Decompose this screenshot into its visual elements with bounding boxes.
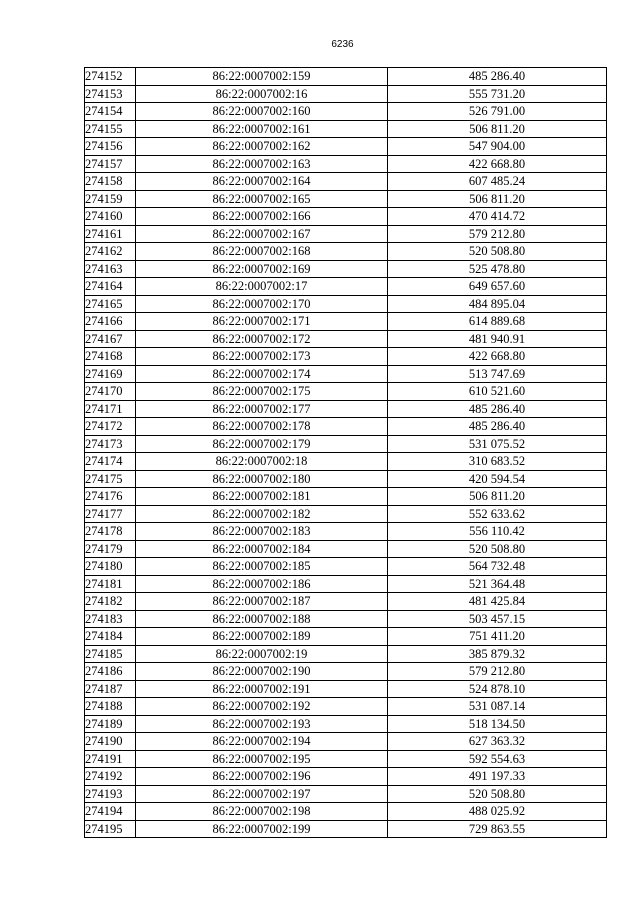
row-number-cell: 274157 bbox=[85, 155, 136, 173]
table-row bbox=[85, 523, 607, 541]
table-row bbox=[85, 575, 607, 593]
cadastral-number-cell: 86:22:0007002:174 bbox=[136, 365, 388, 383]
table-row bbox=[85, 488, 607, 506]
cadastral-value-cell: 556 110.42 bbox=[388, 523, 607, 541]
cadastral-number-cell: 86:22:0007002:159 bbox=[136, 68, 388, 86]
table-row bbox=[85, 260, 607, 278]
cadastral-value-cell: 481 425.84 bbox=[388, 593, 607, 611]
cadastral-value-cell: 491 197.33 bbox=[388, 768, 607, 786]
table-row bbox=[85, 383, 607, 401]
table-row bbox=[85, 820, 607, 838]
cadastral-value-cell: 420 594.54 bbox=[388, 470, 607, 488]
row-number-cell: 274177 bbox=[85, 505, 136, 523]
table-row bbox=[85, 435, 607, 453]
table-row bbox=[85, 278, 607, 296]
table-row bbox=[85, 138, 607, 156]
cadastral-value-cell: 521 364.48 bbox=[388, 575, 607, 593]
table-row bbox=[85, 348, 607, 366]
cadastral-value-cell: 531 075.52 bbox=[388, 435, 607, 453]
cadastral-value-cell: 526 791.00 bbox=[388, 103, 607, 121]
cadastral-value-cell: 552 633.62 bbox=[388, 505, 607, 523]
cadastral-number-cell: 86:22:0007002:178 bbox=[136, 418, 388, 436]
table-row bbox=[85, 558, 607, 576]
table-row bbox=[85, 225, 607, 243]
cadastral-value-cell: 481 940.91 bbox=[388, 330, 607, 348]
cadastral-value-cell: 488 025.92 bbox=[388, 803, 607, 821]
table-row bbox=[85, 470, 607, 488]
cadastral-number-cell: 86:22:0007002:194 bbox=[136, 733, 388, 751]
cadastral-value-cell: 614 889.68 bbox=[388, 313, 607, 331]
table-row bbox=[85, 698, 607, 716]
cadastral-value-cell: 579 212.80 bbox=[388, 663, 607, 681]
row-number-cell: 274183 bbox=[85, 610, 136, 628]
cadastral-value-cell: 627 363.32 bbox=[388, 733, 607, 751]
registry-table bbox=[84, 67, 607, 838]
cadastral-number-cell: 86:22:0007002:193 bbox=[136, 715, 388, 733]
cadastral-value-cell: 385 879.32 bbox=[388, 645, 607, 663]
table-row bbox=[85, 418, 607, 436]
page-number: 6236 bbox=[331, 39, 354, 50]
table-row bbox=[85, 365, 607, 383]
table-row bbox=[85, 85, 607, 103]
row-number-cell: 274162 bbox=[85, 243, 136, 261]
cadastral-number-cell: 86:22:0007002:181 bbox=[136, 488, 388, 506]
table-row bbox=[85, 750, 607, 768]
cadastral-value-cell: 564 732.48 bbox=[388, 558, 607, 576]
cadastral-number-cell: 86:22:0007002:19 bbox=[136, 645, 388, 663]
cadastral-value-cell: 520 508.80 bbox=[388, 540, 607, 558]
row-number-cell: 274174 bbox=[85, 453, 136, 471]
cadastral-number-cell: 86:22:0007002:165 bbox=[136, 190, 388, 208]
row-number-cell: 274168 bbox=[85, 348, 136, 366]
row-number-cell: 274175 bbox=[85, 470, 136, 488]
table-row bbox=[85, 628, 607, 646]
table-row bbox=[85, 68, 607, 86]
row-number-cell: 274185 bbox=[85, 645, 136, 663]
cadastral-value-cell: 518 134.50 bbox=[388, 715, 607, 733]
cadastral-value-cell: 513 747.69 bbox=[388, 365, 607, 383]
registry-table-body bbox=[85, 68, 607, 838]
row-number-cell: 274161 bbox=[85, 225, 136, 243]
table-row bbox=[85, 120, 607, 138]
row-number-cell: 274194 bbox=[85, 803, 136, 821]
cadastral-number-cell: 86:22:0007002:199 bbox=[136, 820, 388, 838]
cadastral-number-cell: 86:22:0007002:167 bbox=[136, 225, 388, 243]
cadastral-value-cell: 485 286.40 bbox=[388, 68, 607, 86]
table-row bbox=[85, 505, 607, 523]
cadastral-number-cell: 86:22:0007002:175 bbox=[136, 383, 388, 401]
row-number-cell: 274172 bbox=[85, 418, 136, 436]
cadastral-value-cell: 503 457.15 bbox=[388, 610, 607, 628]
cadastral-value-cell: 555 731.20 bbox=[388, 85, 607, 103]
row-number-cell: 274164 bbox=[85, 278, 136, 296]
cadastral-number-cell: 86:22:0007002:187 bbox=[136, 593, 388, 611]
table-row bbox=[85, 610, 607, 628]
cadastral-number-cell: 86:22:0007002:190 bbox=[136, 663, 388, 681]
row-number-cell: 274186 bbox=[85, 663, 136, 681]
row-number-cell: 274190 bbox=[85, 733, 136, 751]
cadastral-number-cell: 86:22:0007002:191 bbox=[136, 680, 388, 698]
table-row bbox=[85, 680, 607, 698]
row-number-cell: 274195 bbox=[85, 820, 136, 838]
cadastral-value-cell: 485 286.40 bbox=[388, 400, 607, 418]
cadastral-value-cell: 525 478.80 bbox=[388, 260, 607, 278]
cadastral-value-cell: 422 668.80 bbox=[388, 155, 607, 173]
cadastral-number-cell: 86:22:0007002:18 bbox=[136, 453, 388, 471]
table-row bbox=[85, 295, 607, 313]
cadastral-number-cell: 86:22:0007002:16 bbox=[136, 85, 388, 103]
cadastral-value-cell: 422 668.80 bbox=[388, 348, 607, 366]
cadastral-value-cell: 506 811.20 bbox=[388, 190, 607, 208]
row-number-cell: 274163 bbox=[85, 260, 136, 278]
row-number-cell: 274192 bbox=[85, 768, 136, 786]
cadastral-number-cell: 86:22:0007002:173 bbox=[136, 348, 388, 366]
row-number-cell: 274155 bbox=[85, 120, 136, 138]
row-number-cell: 274165 bbox=[85, 295, 136, 313]
cadastral-value-cell: 506 811.20 bbox=[388, 120, 607, 138]
table-row bbox=[85, 785, 607, 803]
cadastral-value-cell: 485 286.40 bbox=[388, 418, 607, 436]
cadastral-number-cell: 86:22:0007002:177 bbox=[136, 400, 388, 418]
row-number-cell: 274166 bbox=[85, 313, 136, 331]
table-row bbox=[85, 208, 607, 226]
cadastral-value-cell: 484 895.04 bbox=[388, 295, 607, 313]
row-number-cell: 274173 bbox=[85, 435, 136, 453]
row-number-cell: 274176 bbox=[85, 488, 136, 506]
row-number-cell: 274156 bbox=[85, 138, 136, 156]
cadastral-value-cell: 520 508.80 bbox=[388, 785, 607, 803]
table-row bbox=[85, 645, 607, 663]
cadastral-number-cell: 86:22:0007002:161 bbox=[136, 120, 388, 138]
table-row bbox=[85, 400, 607, 418]
cadastral-number-cell: 86:22:0007002:198 bbox=[136, 803, 388, 821]
row-number-cell: 274187 bbox=[85, 680, 136, 698]
row-number-cell: 274154 bbox=[85, 103, 136, 121]
cadastral-number-cell: 86:22:0007002:179 bbox=[136, 435, 388, 453]
row-number-cell: 274160 bbox=[85, 208, 136, 226]
row-number-cell: 274178 bbox=[85, 523, 136, 541]
row-number-cell: 274184 bbox=[85, 628, 136, 646]
row-number-cell: 274159 bbox=[85, 190, 136, 208]
table-row bbox=[85, 540, 607, 558]
row-number-cell: 274188 bbox=[85, 698, 136, 716]
cadastral-number-cell: 86:22:0007002:182 bbox=[136, 505, 388, 523]
table-row bbox=[85, 803, 607, 821]
cadastral-value-cell: 531 087.14 bbox=[388, 698, 607, 716]
cadastral-number-cell: 86:22:0007002:164 bbox=[136, 173, 388, 191]
cadastral-number-cell: 86:22:0007002:169 bbox=[136, 260, 388, 278]
row-number-cell: 274158 bbox=[85, 173, 136, 191]
cadastral-number-cell: 86:22:0007002:168 bbox=[136, 243, 388, 261]
table-row bbox=[85, 453, 607, 471]
row-number-cell: 274191 bbox=[85, 750, 136, 768]
cadastral-number-cell: 86:22:0007002:180 bbox=[136, 470, 388, 488]
cadastral-number-cell: 86:22:0007002:197 bbox=[136, 785, 388, 803]
row-number-cell: 274181 bbox=[85, 575, 136, 593]
cadastral-value-cell: 506 811.20 bbox=[388, 488, 607, 506]
cadastral-number-cell: 86:22:0007002:188 bbox=[136, 610, 388, 628]
cadastral-number-cell: 86:22:0007002:171 bbox=[136, 313, 388, 331]
cadastral-value-cell: 751 411.20 bbox=[388, 628, 607, 646]
row-number-cell: 274189 bbox=[85, 715, 136, 733]
table-row bbox=[85, 733, 607, 751]
table-row bbox=[85, 330, 607, 348]
table-row bbox=[85, 173, 607, 191]
table-row bbox=[85, 768, 607, 786]
cadastral-number-cell: 86:22:0007002:172 bbox=[136, 330, 388, 348]
cadastral-number-cell: 86:22:0007002:160 bbox=[136, 103, 388, 121]
cadastral-number-cell: 86:22:0007002:183 bbox=[136, 523, 388, 541]
row-number-cell: 274179 bbox=[85, 540, 136, 558]
cadastral-value-cell: 610 521.60 bbox=[388, 383, 607, 401]
cadastral-number-cell: 86:22:0007002:192 bbox=[136, 698, 388, 716]
table-row bbox=[85, 243, 607, 261]
cadastral-value-cell: 607 485.24 bbox=[388, 173, 607, 191]
table-row bbox=[85, 155, 607, 173]
row-number-cell: 274153 bbox=[85, 85, 136, 103]
cadastral-value-cell: 310 683.52 bbox=[388, 453, 607, 471]
cadastral-value-cell: 729 863.55 bbox=[388, 820, 607, 838]
table-row bbox=[85, 663, 607, 681]
cadastral-value-cell: 520 508.80 bbox=[388, 243, 607, 261]
cadastral-number-cell: 86:22:0007002:163 bbox=[136, 155, 388, 173]
cadastral-value-cell: 592 554.63 bbox=[388, 750, 607, 768]
cadastral-number-cell: 86:22:0007002:162 bbox=[136, 138, 388, 156]
cadastral-number-cell: 86:22:0007002:184 bbox=[136, 540, 388, 558]
row-number-cell: 274167 bbox=[85, 330, 136, 348]
row-number-cell: 274193 bbox=[85, 785, 136, 803]
row-number-cell: 274171 bbox=[85, 400, 136, 418]
cadastral-value-cell: 470 414.72 bbox=[388, 208, 607, 226]
table-row bbox=[85, 313, 607, 331]
table-row bbox=[85, 190, 607, 208]
cadastral-number-cell: 86:22:0007002:17 bbox=[136, 278, 388, 296]
cadastral-number-cell: 86:22:0007002:195 bbox=[136, 750, 388, 768]
cadastral-number-cell: 86:22:0007002:196 bbox=[136, 768, 388, 786]
cadastral-value-cell: 524 878.10 bbox=[388, 680, 607, 698]
row-number-cell: 274152 bbox=[85, 68, 136, 86]
table-row bbox=[85, 715, 607, 733]
cadastral-number-cell: 86:22:0007002:189 bbox=[136, 628, 388, 646]
table-row bbox=[85, 593, 607, 611]
cadastral-number-cell: 86:22:0007002:166 bbox=[136, 208, 388, 226]
row-number-cell: 274180 bbox=[85, 558, 136, 576]
cadastral-value-cell: 547 904.00 bbox=[388, 138, 607, 156]
cadastral-value-cell: 649 657.60 bbox=[388, 278, 607, 296]
cadastral-number-cell: 86:22:0007002:186 bbox=[136, 575, 388, 593]
row-number-cell: 274169 bbox=[85, 365, 136, 383]
row-number-cell: 274170 bbox=[85, 383, 136, 401]
cadastral-value-cell: 579 212.80 bbox=[388, 225, 607, 243]
row-number-cell: 274182 bbox=[85, 593, 136, 611]
cadastral-number-cell: 86:22:0007002:185 bbox=[136, 558, 388, 576]
cadastral-number-cell: 86:22:0007002:170 bbox=[136, 295, 388, 313]
table-row bbox=[85, 103, 607, 121]
